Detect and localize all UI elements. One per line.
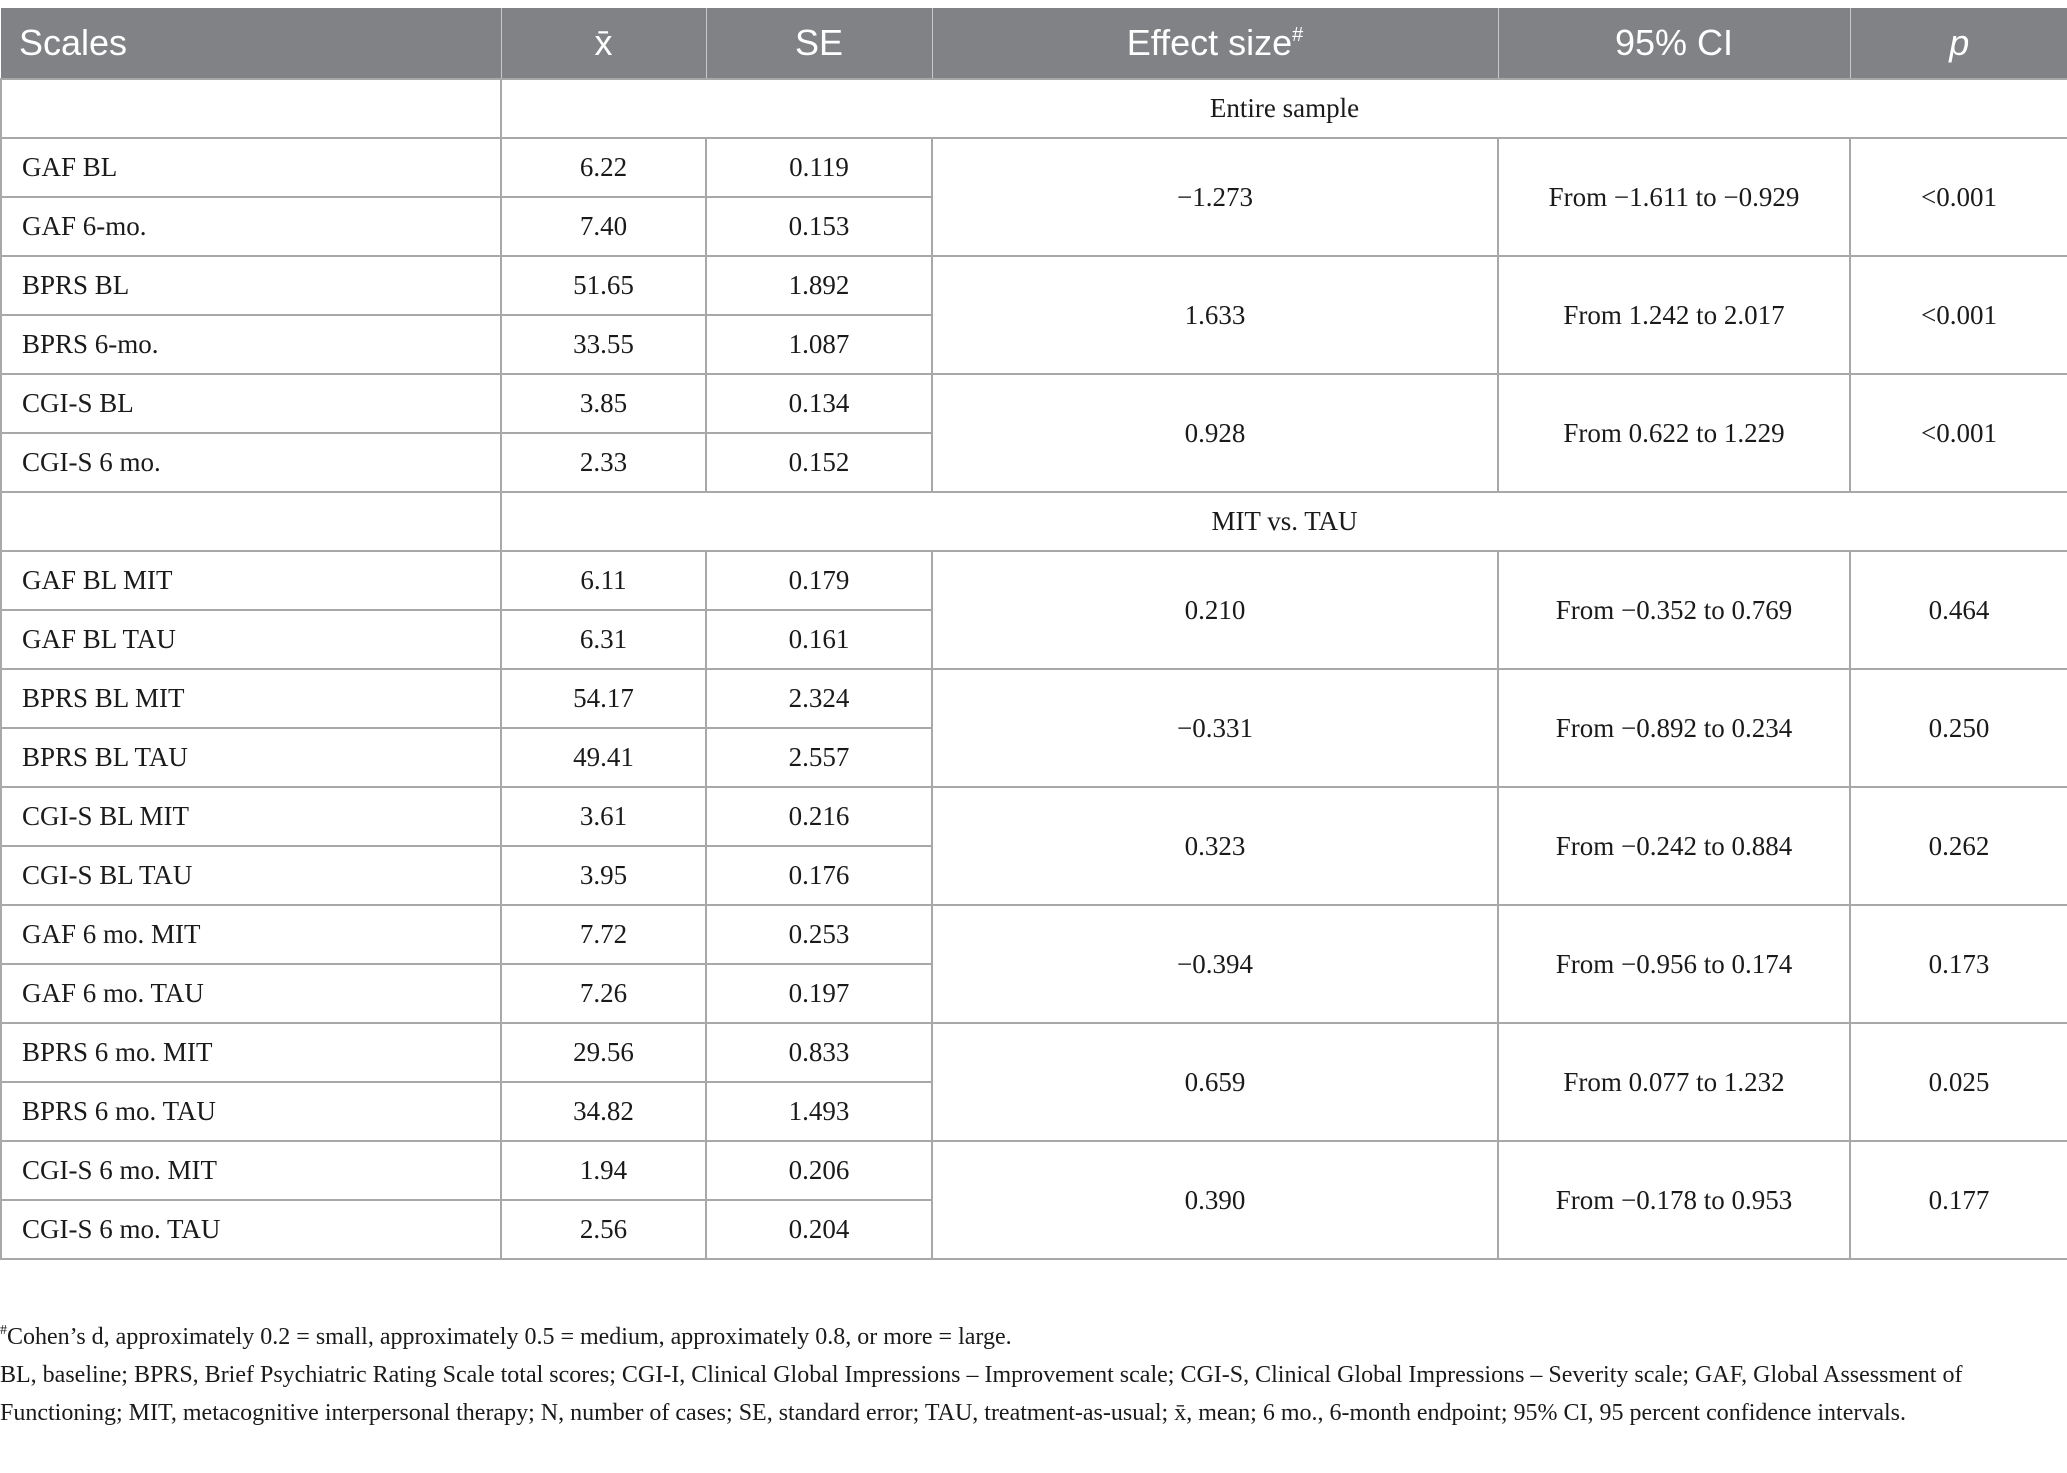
effect-size-cell: −0.331 bbox=[932, 669, 1498, 787]
mean-cell: 3.85 bbox=[501, 374, 706, 433]
se-cell: 2.324 bbox=[706, 669, 932, 728]
p-value-cell: <0.001 bbox=[1850, 256, 2067, 374]
se-cell: 0.179 bbox=[706, 551, 932, 610]
header-scales: Scales bbox=[1, 8, 501, 79]
table-header-row bbox=[1, 8, 2067, 79]
scale-cell: CGI-S 6 mo. bbox=[1, 433, 501, 492]
table-row bbox=[1, 374, 2067, 433]
table-row bbox=[1, 138, 2067, 197]
scale-cell: BPRS BL bbox=[1, 256, 501, 315]
se-cell: 0.833 bbox=[706, 1023, 932, 1082]
se-cell: 0.176 bbox=[706, 846, 932, 905]
se-cell: 1.493 bbox=[706, 1082, 932, 1141]
ci-cell: From 0.077 to 1.232 bbox=[1498, 1023, 1850, 1141]
scale-cell: GAF 6 mo. TAU bbox=[1, 964, 501, 1023]
scale-cell: GAF BL bbox=[1, 138, 501, 197]
p-value-cell: 0.025 bbox=[1850, 1023, 2067, 1141]
table-row bbox=[1, 551, 2067, 610]
section-row bbox=[1, 79, 2067, 138]
mean-cell: 51.65 bbox=[501, 256, 706, 315]
table-row bbox=[1, 256, 2067, 315]
se-cell: 0.204 bbox=[706, 1200, 932, 1259]
header-effect-size-label: Effect size bbox=[1126, 22, 1293, 63]
scale-cell: CGI-S BL MIT bbox=[1, 787, 501, 846]
mean-cell: 6.11 bbox=[501, 551, 706, 610]
p-value-cell: 0.262 bbox=[1850, 787, 2067, 905]
mean-cell: 33.55 bbox=[501, 315, 706, 374]
ci-cell: From −0.178 to 0.953 bbox=[1498, 1141, 1850, 1259]
effect-size-footnote bbox=[0, 1318, 2050, 1356]
scale-cell: GAF BL MIT bbox=[1, 551, 501, 610]
p-value-cell: <0.001 bbox=[1850, 138, 2067, 256]
p-value-cell: 0.173 bbox=[1850, 905, 2067, 1023]
section-label: Entire sample bbox=[501, 79, 2067, 138]
effect-size-cell: 0.390 bbox=[932, 1141, 1498, 1259]
effect-size-cell: −1.273 bbox=[932, 138, 1498, 256]
mean-cell: 34.82 bbox=[501, 1082, 706, 1141]
ci-cell: From −0.352 to 0.769 bbox=[1498, 551, 1850, 669]
scale-cell: CGI-S BL TAU bbox=[1, 846, 501, 905]
section-spacer-cell bbox=[1, 492, 501, 551]
scale-cell: CGI-S 6 mo. TAU bbox=[1, 1200, 501, 1259]
scale-cell: BPRS 6 mo. MIT bbox=[1, 1023, 501, 1082]
table-row bbox=[1, 905, 2067, 964]
se-cell: 0.152 bbox=[706, 433, 932, 492]
scale-cell: BPRS BL MIT bbox=[1, 669, 501, 728]
section-label: MIT vs. TAU bbox=[501, 492, 2067, 551]
mean-cell: 6.22 bbox=[501, 138, 706, 197]
se-cell: 2.557 bbox=[706, 728, 932, 787]
p-value-cell: <0.001 bbox=[1850, 374, 2067, 492]
ci-cell: From −0.892 to 0.234 bbox=[1498, 669, 1850, 787]
header-mean: x̄ bbox=[501, 8, 706, 79]
mean-cell: 7.40 bbox=[501, 197, 706, 256]
effect-size-cell: 1.633 bbox=[932, 256, 1498, 374]
p-value-cell: 0.250 bbox=[1850, 669, 2067, 787]
mean-cell: 3.95 bbox=[501, 846, 706, 905]
effect-size-cell: −0.394 bbox=[932, 905, 1498, 1023]
ci-cell: From −1.611 to −0.929 bbox=[1498, 138, 1850, 256]
effect-size-footnote-text: Cohen’s d, approximately 0.2 = small, approximately 0.5 = medium, approximately 0.8, or more = large. bbox=[7, 1324, 1012, 1350]
effect-size-cell: 0.659 bbox=[932, 1023, 1498, 1141]
se-cell: 0.216 bbox=[706, 787, 932, 846]
p-value-cell: 0.177 bbox=[1850, 1141, 2067, 1259]
section-row bbox=[1, 492, 2067, 551]
mean-cell: 2.33 bbox=[501, 433, 706, 492]
table-row bbox=[1, 1141, 2067, 1200]
effect-size-cell: 0.323 bbox=[932, 787, 1498, 905]
scale-cell: GAF 6-mo. bbox=[1, 197, 501, 256]
effect-size-cell: 0.210 bbox=[932, 551, 1498, 669]
results-table bbox=[0, 8, 2067, 1260]
table-row bbox=[1, 787, 2067, 846]
se-cell: 0.119 bbox=[706, 138, 932, 197]
abbreviations-footnote: BL, baseline; BPRS, Brief Psychiatric Rating Scale total scores; CGI-I, Clinical Global Impressions – Improvement scale; CGI-S, Clinical Global Impressions – Severity scale; GAF, Global Assessment of Functioning; MIT, metacognitive interpersonal therapy; N, number of cases; SE, standard error; TAU, treatment-as-usual; x̄, mean; 6 mo., 6-month endpoint; 95% CI, 95 percent confidence intervals. bbox=[0, 1362, 1963, 1426]
section-spacer-cell bbox=[1, 79, 501, 138]
mean-cell: 6.31 bbox=[501, 610, 706, 669]
se-cell: 0.197 bbox=[706, 964, 932, 1023]
header-ci: 95% CI bbox=[1498, 8, 1850, 79]
effect-size-footnote-mark: # bbox=[0, 1323, 7, 1338]
mean-cell: 2.56 bbox=[501, 1200, 706, 1259]
se-cell: 0.161 bbox=[706, 610, 932, 669]
se-cell: 0.253 bbox=[706, 905, 932, 964]
ci-cell: From −0.242 to 0.884 bbox=[1498, 787, 1850, 905]
scale-cell: BPRS 6-mo. bbox=[1, 315, 501, 374]
se-cell: 0.134 bbox=[706, 374, 932, 433]
mean-cell: 1.94 bbox=[501, 1141, 706, 1200]
mean-cell: 29.56 bbox=[501, 1023, 706, 1082]
ci-cell: From −0.956 to 0.174 bbox=[1498, 905, 1850, 1023]
scale-cell: CGI-S 6 mo. MIT bbox=[1, 1141, 501, 1200]
mean-cell: 49.41 bbox=[501, 728, 706, 787]
se-cell: 0.153 bbox=[706, 197, 932, 256]
se-cell: 0.206 bbox=[706, 1141, 932, 1200]
ci-cell: From 1.242 to 2.017 bbox=[1498, 256, 1850, 374]
header-effect-size bbox=[932, 8, 1498, 79]
p-value-cell: 0.464 bbox=[1850, 551, 2067, 669]
scale-cell: GAF BL TAU bbox=[1, 610, 501, 669]
ci-cell: From 0.622 to 1.229 bbox=[1498, 374, 1850, 492]
se-cell: 1.087 bbox=[706, 315, 932, 374]
mean-cell: 7.72 bbox=[501, 905, 706, 964]
header-effect-size-mark: # bbox=[1292, 24, 1304, 46]
header-p: p bbox=[1850, 8, 2067, 79]
scale-cell: BPRS 6 mo. TAU bbox=[1, 1082, 501, 1141]
se-cell: 1.892 bbox=[706, 256, 932, 315]
table-body bbox=[1, 79, 2067, 1259]
mean-cell: 7.26 bbox=[501, 964, 706, 1023]
effect-size-cell: 0.928 bbox=[932, 374, 1498, 492]
scale-cell: CGI-S BL bbox=[1, 374, 501, 433]
table-row bbox=[1, 1023, 2067, 1082]
scale-cell: BPRS BL TAU bbox=[1, 728, 501, 787]
header-se: SE bbox=[706, 8, 932, 79]
scale-cell: GAF 6 mo. MIT bbox=[1, 905, 501, 964]
mean-cell: 3.61 bbox=[501, 787, 706, 846]
table-footnotes bbox=[0, 1318, 2050, 1432]
mean-cell: 54.17 bbox=[501, 669, 706, 728]
table-row bbox=[1, 669, 2067, 728]
